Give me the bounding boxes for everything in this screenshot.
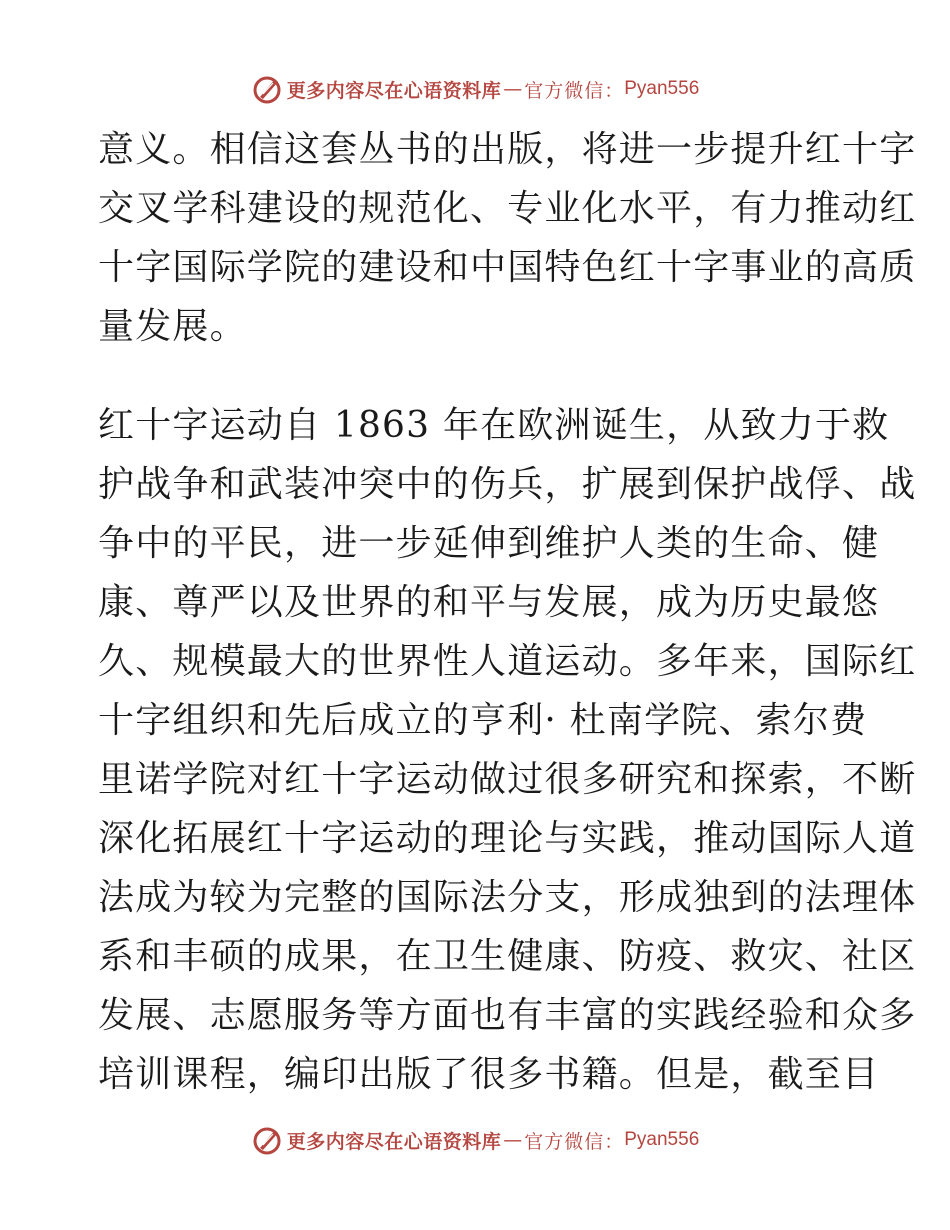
banner-contact-label: 官方微信：: [524, 1130, 625, 1153]
text-line: 系和丰硕的成果，在卫生健康、防疫、救灾、社区: [98, 936, 917, 977]
paragraph-gap: [98, 356, 858, 396]
text-line: 法成为较为完整的国际法分支，形成独到的法理体: [98, 877, 917, 918]
banner-main-text: 更多内容尽在心语资料库: [286, 1130, 502, 1153]
header-banner: [0, 69, 950, 109]
text-line: 发展、志愿服务等方面也有丰富的实践经验和众多: [98, 995, 917, 1036]
banner-separator: —: [503, 1129, 523, 1151]
page-content: [98, 120, 917, 1104]
paragraph-2: [98, 396, 917, 1104]
text-line: 交叉学科建设的规范化、专业化水平，有力推动红: [98, 188, 917, 229]
text-line: 深化拓展红十字运动的理论与实践，推动国际人道: [98, 818, 917, 859]
text-line: 十字国际学院的建设和中国特色红十字事业的高质: [98, 247, 917, 288]
footer-banner: [0, 1120, 950, 1160]
banner-main-text: 更多内容尽在心语资料库: [286, 79, 502, 102]
text-line: 量发展。: [98, 306, 247, 347]
banner-contact-label: 官方微信：: [524, 79, 625, 102]
text-line: 康、尊严以及世界的和平与发展，成为历史最悠: [98, 582, 880, 623]
text-line: 久、规模最大的世界性人道运动。多年来，国际红: [98, 641, 917, 682]
banner-contact-id: Pyan556: [624, 1129, 700, 1150]
text-line: 里诺学院对红十字运动做过很多研究和探索，不断: [98, 759, 917, 800]
banner-contact-id: Pyan556: [624, 78, 700, 99]
text-line: 意义。相信这套丛书的出版，将进一步提升红十字: [98, 129, 917, 170]
banner-separator: —: [503, 78, 523, 100]
text-line: 红十字运动自 1863 年在欧洲诞生，从致力于救: [98, 405, 890, 446]
text-line: 十字组织和先后成立的亨利· 杜南学院、索尔费: [98, 700, 868, 741]
text-line: 争中的平民，进一步延伸到维护人类的生命、健: [98, 523, 880, 564]
text-line: 培训课程，编印出版了很多书籍。但是，截至目: [98, 1054, 880, 1095]
feather-logo-icon: [251, 1124, 283, 1156]
paragraph-1: [98, 120, 917, 356]
text-line: 护战争和武装冲突中的伤兵，扩展到保护战俘、战: [98, 464, 917, 505]
feather-logo-icon: [251, 73, 283, 105]
